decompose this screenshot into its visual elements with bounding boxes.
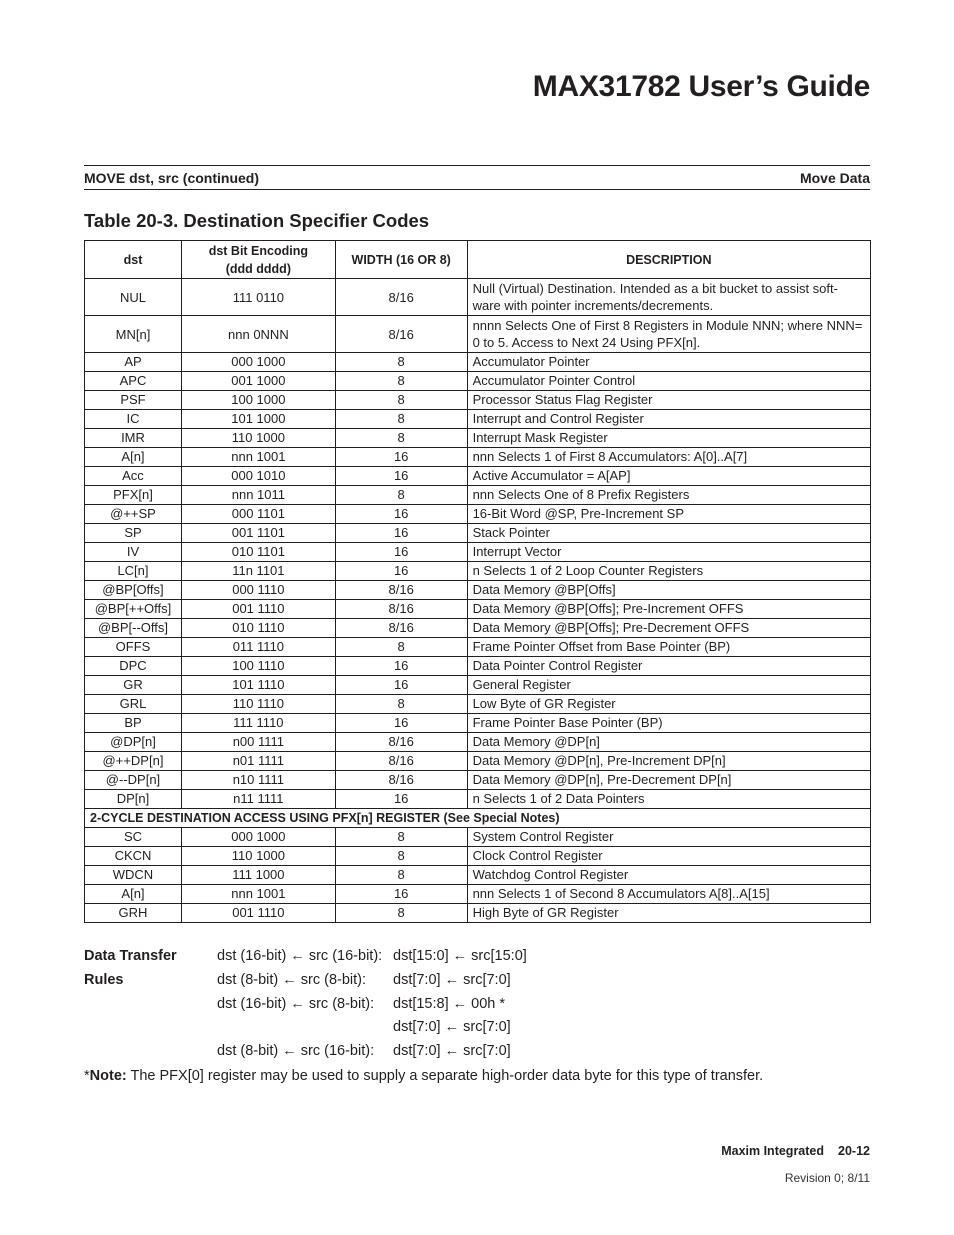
cell-description: 16-Bit Word @SP, Pre-Increment SP xyxy=(467,505,870,524)
footer-page-number: 20-12 xyxy=(838,1144,870,1158)
cell-dst: GRL xyxy=(85,695,182,714)
cell-encoding: 000 1000 xyxy=(181,828,335,847)
rule-right: dst[15:8] ← 00h * xyxy=(393,995,506,1012)
col-header-dst: dst xyxy=(85,241,182,279)
table-row xyxy=(85,600,871,619)
cell-dst: GR xyxy=(85,676,182,695)
cell-description: General Register xyxy=(467,676,870,695)
cell-dst: A[n] xyxy=(85,448,182,467)
table-row xyxy=(85,676,871,695)
cell-encoding: 111 1000 xyxy=(181,866,335,885)
table-caption: Table 20-3. Destination Specifier Codes xyxy=(84,210,430,231)
cell-width: 8 xyxy=(335,828,467,847)
cell-dst: MN[n] xyxy=(85,316,182,353)
table-row xyxy=(85,467,871,486)
cell-encoding: n01 1111 xyxy=(181,752,335,771)
cell-description: Clock Control Register xyxy=(467,847,870,866)
table-row xyxy=(85,619,871,638)
cell-width: 8/16 xyxy=(335,279,467,316)
cell-dst: @DP[n] xyxy=(85,733,182,752)
cell-width: 8 xyxy=(335,391,467,410)
table-row xyxy=(85,866,871,885)
cell-width: 8 xyxy=(335,638,467,657)
cell-dst: @BP[Offs] xyxy=(85,581,182,600)
footnote xyxy=(84,1068,763,1084)
table-row xyxy=(85,543,871,562)
cell-description: Frame Pointer Offset from Base Pointer (BP) xyxy=(467,638,870,657)
table-row xyxy=(85,638,871,657)
table-row xyxy=(85,448,871,467)
cell-dst: A[n] xyxy=(85,885,182,904)
cell-width: 16 xyxy=(335,448,467,467)
table-body-section xyxy=(85,809,871,828)
cell-encoding: 110 1000 xyxy=(181,429,335,448)
cell-dst: AP xyxy=(85,353,182,372)
cell-description: Interrupt Mask Register xyxy=(467,429,870,448)
cell-width: 16 xyxy=(335,524,467,543)
cell-width: 16 xyxy=(335,790,467,809)
cell-dst: WDCN xyxy=(85,866,182,885)
cell-description: Stack Pointer xyxy=(467,524,870,543)
section-title: MOVE dst, src (continued) xyxy=(84,169,260,186)
rules-label-line1: Data Transfer xyxy=(84,948,177,964)
table-row xyxy=(85,790,871,809)
table-row xyxy=(85,885,871,904)
cell-encoding: 110 1110 xyxy=(181,695,335,714)
cell-encoding: nnn 0NNN xyxy=(181,316,335,353)
cell-description: Low Byte of GR Register xyxy=(467,695,870,714)
cell-description: Processor Status Flag Register xyxy=(467,391,870,410)
cell-description: Frame Pointer Base Pointer (BP) xyxy=(467,714,870,733)
cell-width: 8 xyxy=(335,353,467,372)
cell-width: 8/16 xyxy=(335,581,467,600)
rule-left: dst (16-bit) ← src (8-bit): xyxy=(217,995,375,1012)
document-title: MAX31782 User’s Guide xyxy=(532,70,870,103)
cell-width: 8/16 xyxy=(335,771,467,790)
cell-description: Data Memory @DP[n], Pre-Decrement DP[n] xyxy=(467,771,870,790)
rule-right: dst[7:0] ← src[7:0] xyxy=(393,1043,511,1060)
cell-dst: DP[n] xyxy=(85,790,182,809)
cell-dst: @--DP[n] xyxy=(85,771,182,790)
table-row xyxy=(85,391,871,410)
table-row xyxy=(85,372,871,391)
cell-description: Active Accumulator = A[AP] xyxy=(467,467,870,486)
section-row xyxy=(85,809,871,828)
table-row xyxy=(85,657,871,676)
cell-description: nnn Selects One of 8 Prefix Registers xyxy=(467,486,870,505)
rule-left: dst (16-bit) ← src (16-bit): xyxy=(217,948,383,964)
cell-dst: SC xyxy=(85,828,182,847)
cell-width: 8 xyxy=(335,847,467,866)
col-header-encoding: dst Bit Encoding (ddd dddd) xyxy=(181,241,335,279)
table-row xyxy=(85,279,871,316)
cell-description: Data Memory @DP[n], Pre-Increment DP[n] xyxy=(467,752,870,771)
table-row xyxy=(85,524,871,543)
cell-dst: PFX[n] xyxy=(85,486,182,505)
cell-dst: IV xyxy=(85,543,182,562)
table-row xyxy=(85,847,871,866)
pfx-section-label: 2-CYCLE DESTINATION ACCESS USING PFX[n] REGISTER (See Special Notes) xyxy=(85,809,871,828)
cell-width: 16 xyxy=(335,505,467,524)
data-transfer-rules xyxy=(84,948,870,1067)
cell-dst: @++DP[n] xyxy=(85,752,182,771)
section-header-bar xyxy=(84,165,870,190)
cell-encoding: 011 1110 xyxy=(181,638,335,657)
table-row xyxy=(85,752,871,771)
cell-description: Data Pointer Control Register xyxy=(467,657,870,676)
cell-width: 16 xyxy=(335,676,467,695)
rules-line xyxy=(84,1019,870,1043)
table-row xyxy=(85,429,871,448)
cell-encoding: 111 0110 xyxy=(181,279,335,316)
cell-encoding: nnn 1001 xyxy=(181,448,335,467)
table-row xyxy=(85,695,871,714)
cell-encoding: 000 1101 xyxy=(181,505,335,524)
table-row xyxy=(85,505,871,524)
cell-dst: GRH xyxy=(85,904,182,923)
rules-line xyxy=(84,948,870,972)
cell-width: 8 xyxy=(335,429,467,448)
cell-encoding: 101 1000 xyxy=(181,410,335,429)
cell-description: System Control Register xyxy=(467,828,870,847)
section-subject: Move Data xyxy=(799,169,870,186)
cell-encoding: nnn 1001 xyxy=(181,885,335,904)
cell-width: 8/16 xyxy=(335,316,467,353)
cell-dst: LC[n] xyxy=(85,562,182,581)
cell-description: Accumulator Pointer Control xyxy=(467,372,870,391)
table-header-row xyxy=(85,241,871,279)
cell-encoding: 100 1000 xyxy=(181,391,335,410)
cell-width: 16 xyxy=(335,657,467,676)
cell-description: Data Memory @BP[Offs]; Pre-Increment OFFS xyxy=(467,600,870,619)
rule-right: dst[7:0] ← src[7:0] xyxy=(393,971,511,988)
rules-label-line2: Rules xyxy=(84,971,124,988)
cell-description: Data Memory @BP[Offs] xyxy=(467,581,870,600)
cell-description: Accumulator Pointer xyxy=(467,353,870,372)
footnote-text: The PFX[0] register may be used to supply a separate high-order data byte for this type of transfer. xyxy=(126,1068,764,1084)
col-header-description: DESCRIPTION xyxy=(467,241,870,279)
cell-dst: @++SP xyxy=(85,505,182,524)
cell-encoding: 010 1110 xyxy=(181,619,335,638)
cell-description: n Selects 1 of 2 Data Pointers xyxy=(467,790,870,809)
table-row xyxy=(85,486,871,505)
table-row xyxy=(85,828,871,847)
cell-width: 8 xyxy=(335,866,467,885)
table-row xyxy=(85,410,871,429)
rules-line xyxy=(84,1043,870,1067)
cell-encoding: 000 1110 xyxy=(181,581,335,600)
cell-dst: PSF xyxy=(85,391,182,410)
table-row xyxy=(85,733,871,752)
table-row xyxy=(85,353,871,372)
cell-encoding: n00 1111 xyxy=(181,733,335,752)
cell-width: 16 xyxy=(335,885,467,904)
cell-dst: DPC xyxy=(85,657,182,676)
table-body-pfx xyxy=(85,828,871,923)
cell-dst: SP xyxy=(85,524,182,543)
cell-dst: @BP[++Offs] xyxy=(85,600,182,619)
rules-line xyxy=(84,996,870,1020)
cell-dst: BP xyxy=(85,714,182,733)
cell-encoding: 010 1101 xyxy=(181,543,335,562)
cell-width: 8/16 xyxy=(335,733,467,752)
cell-encoding: 11n 1101 xyxy=(181,562,335,581)
cell-encoding: 101 1110 xyxy=(181,676,335,695)
cell-encoding: 100 1110 xyxy=(181,657,335,676)
cell-encoding: 001 1110 xyxy=(181,904,335,923)
table-body-main xyxy=(85,279,871,809)
footnote-label: Note: xyxy=(89,1068,127,1084)
table-row xyxy=(85,562,871,581)
destination-codes-table xyxy=(84,240,871,923)
rule-right: dst[15:0] ← src[15:0] xyxy=(393,948,527,964)
cell-width: 16 xyxy=(335,467,467,486)
cell-description: High Byte of GR Register xyxy=(467,904,870,923)
cell-description: Null (Virtual) Destination. Intended as a bit bucket to assist soft-ware with pointer increments/decrements. xyxy=(467,279,870,316)
cell-encoding: 001 1000 xyxy=(181,372,335,391)
footer-revision: Revision 0; 8/11 xyxy=(784,1171,870,1185)
cell-dst: @BP[--Offs] xyxy=(85,619,182,638)
table-row xyxy=(85,316,871,353)
cell-encoding: 111 1110 xyxy=(181,714,335,733)
cell-description: Data Memory @BP[Offs]; Pre-Decrement OFFS xyxy=(467,619,870,638)
col-header-width: WIDTH (16 OR 8) xyxy=(335,241,467,279)
cell-description: Watchdog Control Register xyxy=(467,866,870,885)
cell-width: 8/16 xyxy=(335,619,467,638)
table-row xyxy=(85,581,871,600)
footnote-marker: * xyxy=(84,1068,90,1084)
cell-dst: CKCN xyxy=(85,847,182,866)
cell-width: 16 xyxy=(335,562,467,581)
cell-description: nnn Selects 1 of First 8 Accumulators: A[0]..A[7] xyxy=(467,448,870,467)
cell-width: 8 xyxy=(335,486,467,505)
cell-encoding: n10 1111 xyxy=(181,771,335,790)
cell-width: 8 xyxy=(335,410,467,429)
cell-width: 8/16 xyxy=(335,752,467,771)
footer-brand xyxy=(721,1144,870,1158)
cell-width: 16 xyxy=(335,543,467,562)
cell-width: 8 xyxy=(335,904,467,923)
cell-encoding: 110 1000 xyxy=(181,847,335,866)
cell-encoding: nnn 1011 xyxy=(181,486,335,505)
rule-left: dst (8-bit) ← src (16-bit): xyxy=(217,1043,375,1060)
footer-company: Maxim Integrated xyxy=(721,1144,825,1158)
cell-encoding: 001 1110 xyxy=(181,600,335,619)
table-row xyxy=(85,714,871,733)
cell-width: 16 xyxy=(335,714,467,733)
cell-dst: IMR xyxy=(85,429,182,448)
cell-width: 8 xyxy=(335,695,467,714)
cell-description: Interrupt Vector xyxy=(467,543,870,562)
cell-description: Data Memory @DP[n] xyxy=(467,733,870,752)
cell-dst: Acc xyxy=(85,467,182,486)
cell-encoding: n11 1111 xyxy=(181,790,335,809)
cell-description: nnn Selects 1 of Second 8 Accumulators A[8]..A[15] xyxy=(467,885,870,904)
cell-dst: NUL xyxy=(85,279,182,316)
cell-encoding: 000 1000 xyxy=(181,353,335,372)
cell-encoding: 000 1010 xyxy=(181,467,335,486)
table-row xyxy=(85,904,871,923)
cell-dst: IC xyxy=(85,410,182,429)
rule-left: dst (8-bit) ← src (8-bit): xyxy=(217,971,367,988)
cell-description: Interrupt and Control Register xyxy=(467,410,870,429)
cell-width: 8/16 xyxy=(335,600,467,619)
cell-description: n Selects 1 of 2 Loop Counter Registers xyxy=(467,562,870,581)
cell-dst: OFFS xyxy=(85,638,182,657)
rules-line xyxy=(84,972,870,996)
cell-encoding: 001 1101 xyxy=(181,524,335,543)
cell-dst: APC xyxy=(85,372,182,391)
rule-right: dst[7:0] ← src[7:0] xyxy=(393,1019,511,1036)
cell-description: nnnn Selects One of First 8 Registers in Module NNN; where NNN= 0 to 5. Access to Next 24 Using PFX[n]. xyxy=(467,316,870,353)
table-row xyxy=(85,771,871,790)
cell-width: 8 xyxy=(335,372,467,391)
